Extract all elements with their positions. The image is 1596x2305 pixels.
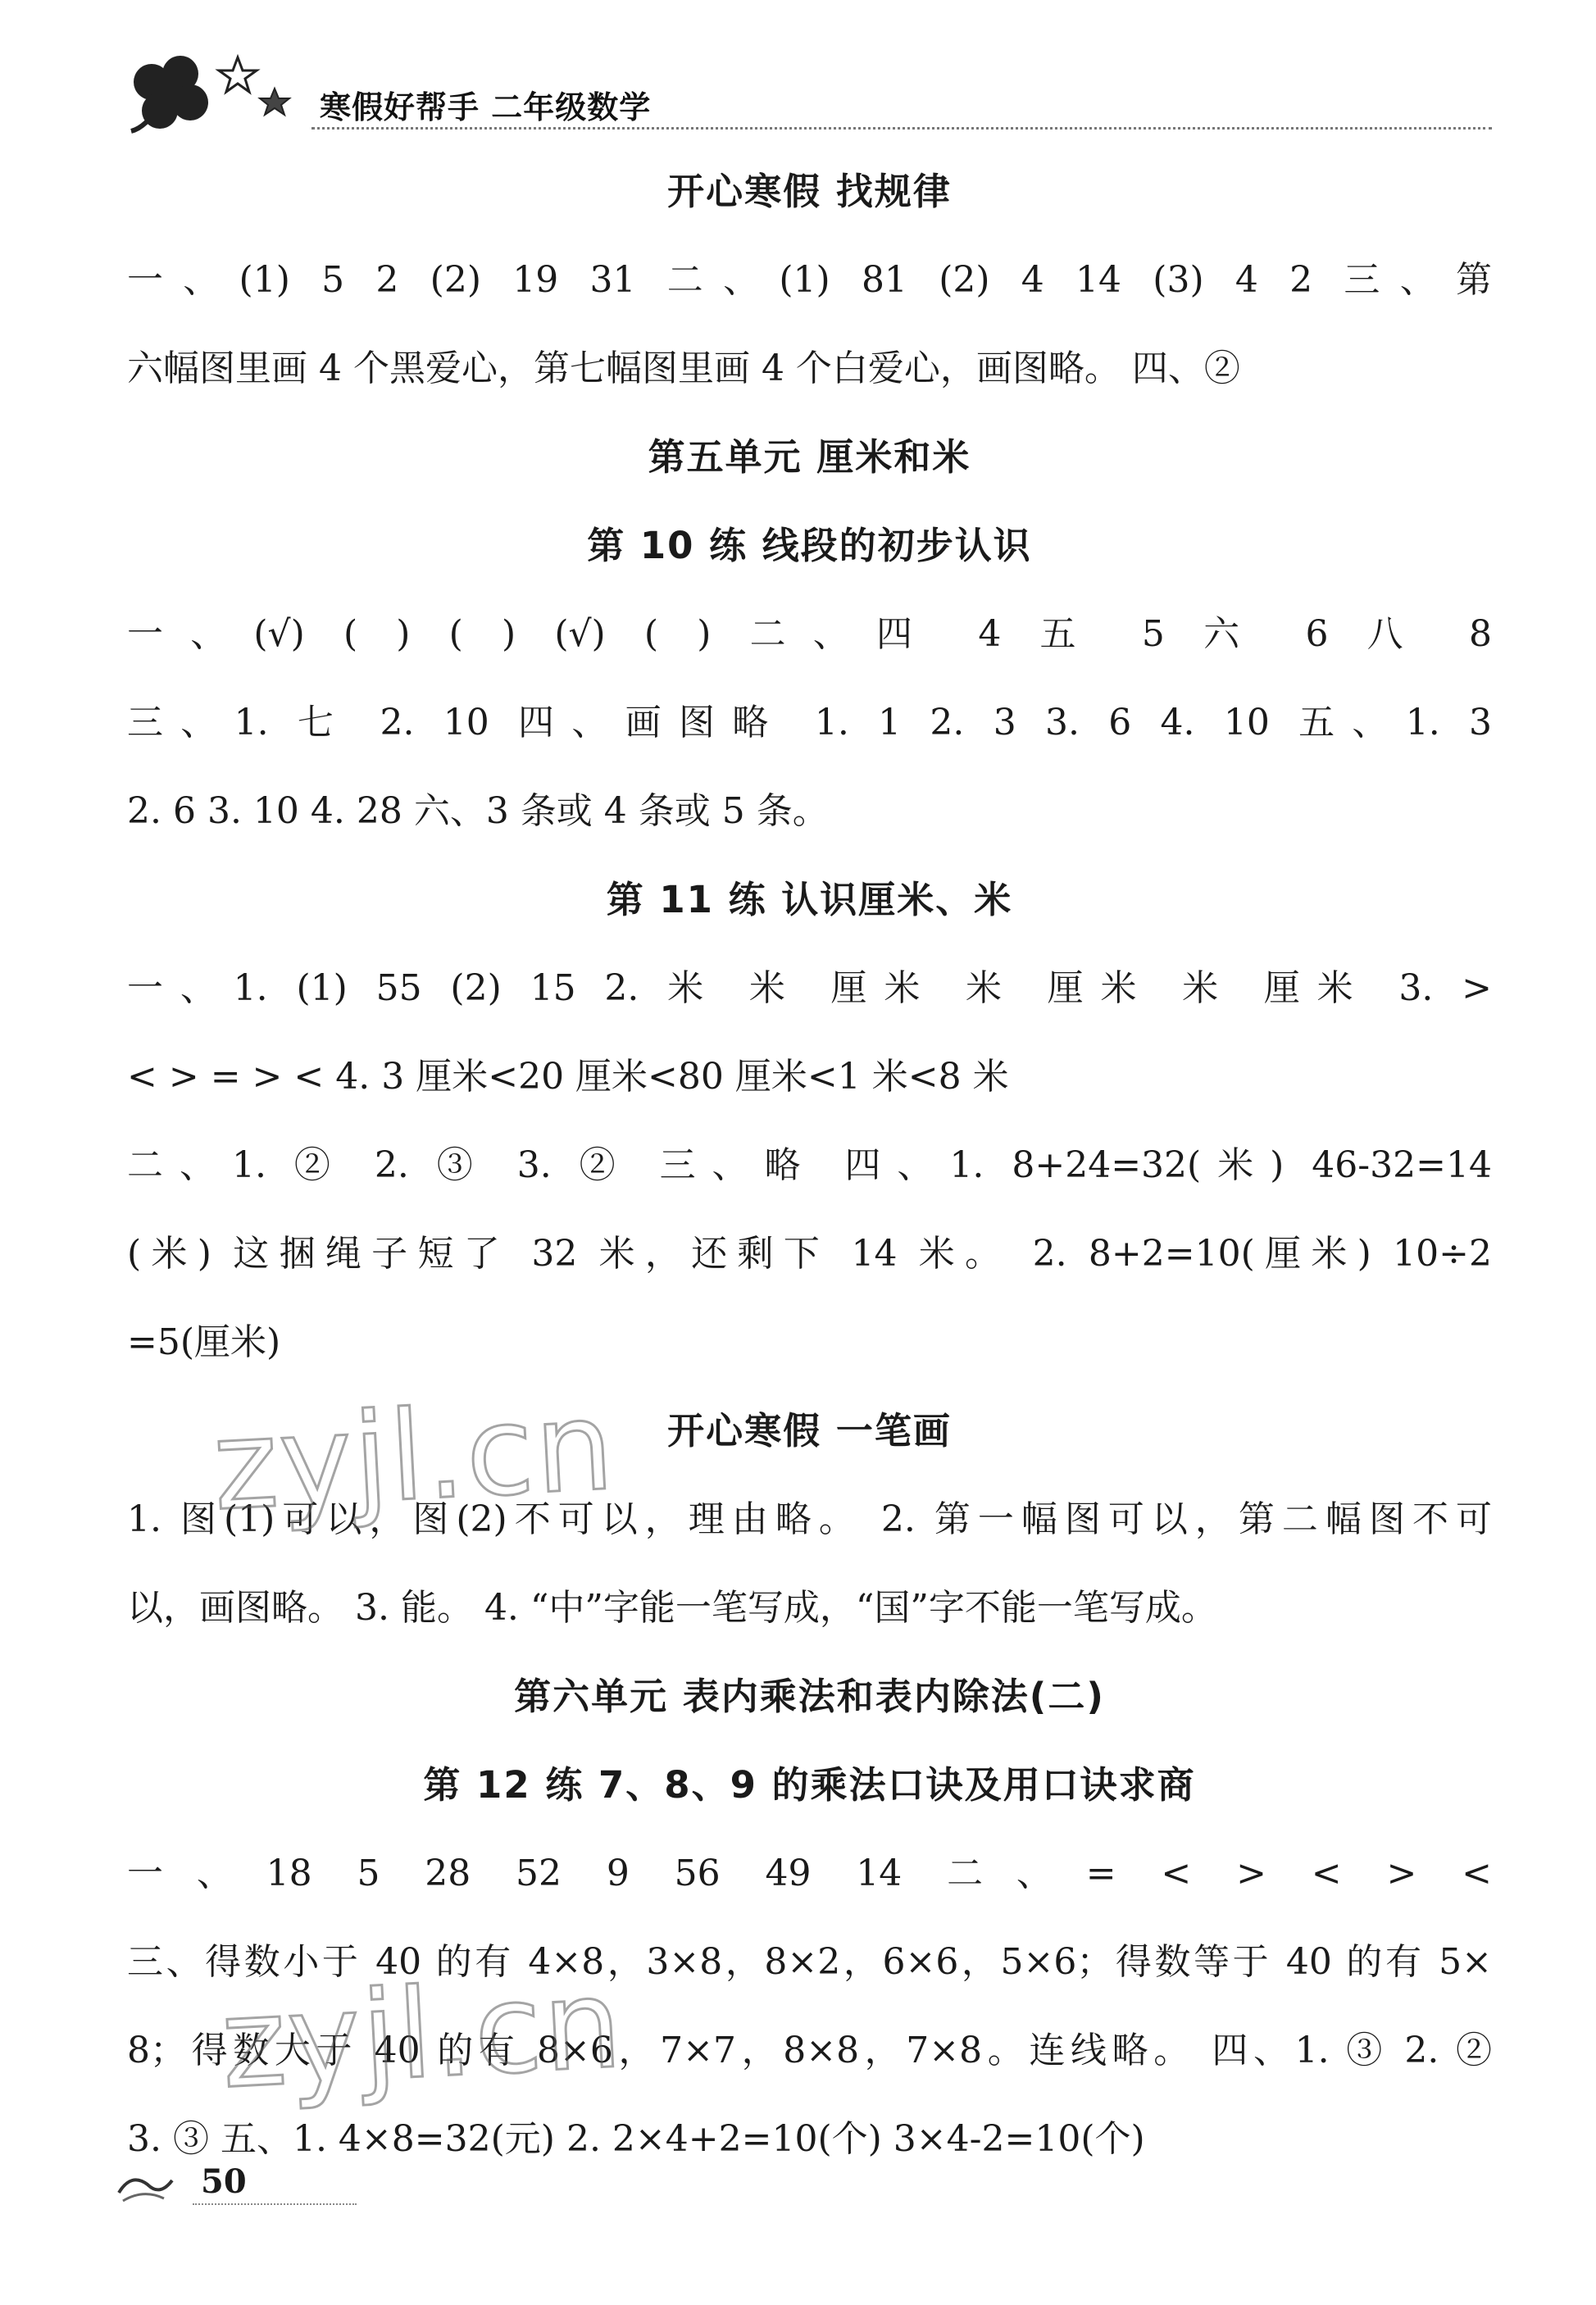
answer-line: 六幅图里画 4 个黑爱心，第七幅图里画 4 个白爱心，画图略。 四、② bbox=[127, 348, 1240, 389]
answer-line: =5(厘米) bbox=[127, 1321, 281, 1363]
section-heading: 第五单元 厘米和米 bbox=[648, 435, 971, 479]
answer-line: 三、1. 七 2. 10 四、画图略 1. 1 2. 3 3. 6 4. 10 五、1. 3 bbox=[127, 702, 1492, 743]
page-footer bbox=[115, 2156, 361, 2213]
answer-line: < > = > < 4. 3 厘米<20 厘米<80 厘米<1 米<8 米 bbox=[127, 1056, 1009, 1098]
answer-line: 3. ③ 五、1. 4×8=32(元) 2. 2×4+2=10(个) 3×4-2=10(个) bbox=[127, 2118, 1145, 2160]
section-heading: 第 12 练 7、8、9 的乘法口诀及用口诀求商 bbox=[423, 1763, 1196, 1807]
answer-content bbox=[127, 148, 1492, 2184]
answer-line: 一、(1) 5 2 (2) 19 31 二、(1) 81 (2) 4 14 (3) 4 2 三、第 bbox=[127, 259, 1492, 301]
answer-line: 三、得数小于 40 的有 4×8，3×8，8×2，6×6，5×6；得数等于 40 的有 5× bbox=[127, 1941, 1492, 1983]
answer-line: (米) 这捆绳子短了 32 米，还剩下 14 米。 2. 8+2=10(厘米) 10÷2 bbox=[127, 1233, 1492, 1275]
answer-line: 8；得数大于 40 的有 8×6，7×7，8×8，7×8。连线略。 四、1. ③ 2. ② bbox=[127, 2030, 1492, 2071]
answer-line: 二、1. ② 2. ③ 3. ② 三、略 四、1. 8+24=32(米) 46-32=14 bbox=[127, 1144, 1492, 1186]
answer-line: 一、(√) ( ) ( ) (√) ( ) 二、四 4 五 5 六 6 八 8 bbox=[127, 613, 1492, 655]
page-header bbox=[115, 49, 1492, 139]
page-number: 50 bbox=[201, 2162, 247, 2201]
answer-line: 1. 图(1)可以，图(2)不可以，理由略。 2. 第一幅图可以，第二幅图不可 bbox=[127, 1498, 1492, 1540]
answer-line: 2. 6 3. 10 4. 28 六、3 条或 4 条或 5 条。 bbox=[127, 790, 829, 832]
section-heading: 开心寒假 一笔画 bbox=[667, 1409, 952, 1453]
header-title: 寒假好帮手 二年级数学 bbox=[320, 89, 652, 125]
section-heading: 第 10 练 线段的初步认识 bbox=[587, 524, 1032, 567]
section-heading: 第六单元 表内乘法和表内除法(二) bbox=[514, 1675, 1105, 1718]
clover-stars-icon bbox=[115, 49, 311, 139]
answer-line: 一、1. (1) 55 (2) 15 2. 米 米 厘米 米 厘米 米 厘米 3. > bbox=[127, 967, 1492, 1009]
watermark: zyjl.cn bbox=[217, 1953, 627, 2116]
footer-divider bbox=[193, 2203, 357, 2205]
header-divider bbox=[311, 127, 1492, 130]
footer-swirl-icon bbox=[115, 2164, 193, 2205]
answer-line: 一、18 5 28 52 9 56 49 14 二、= < > < > < bbox=[127, 1853, 1492, 1894]
answer-line: 以，画图略。 3. 能。 4. “中”字能一笔写成，“国”字不能一笔写成。 bbox=[127, 1587, 1217, 1629]
section-heading: 第 11 练 认识厘米、米 bbox=[606, 878, 1013, 921]
section-heading: 开心寒假 找规律 bbox=[667, 170, 952, 213]
watermark: zyjl.cn bbox=[209, 1375, 619, 1539]
